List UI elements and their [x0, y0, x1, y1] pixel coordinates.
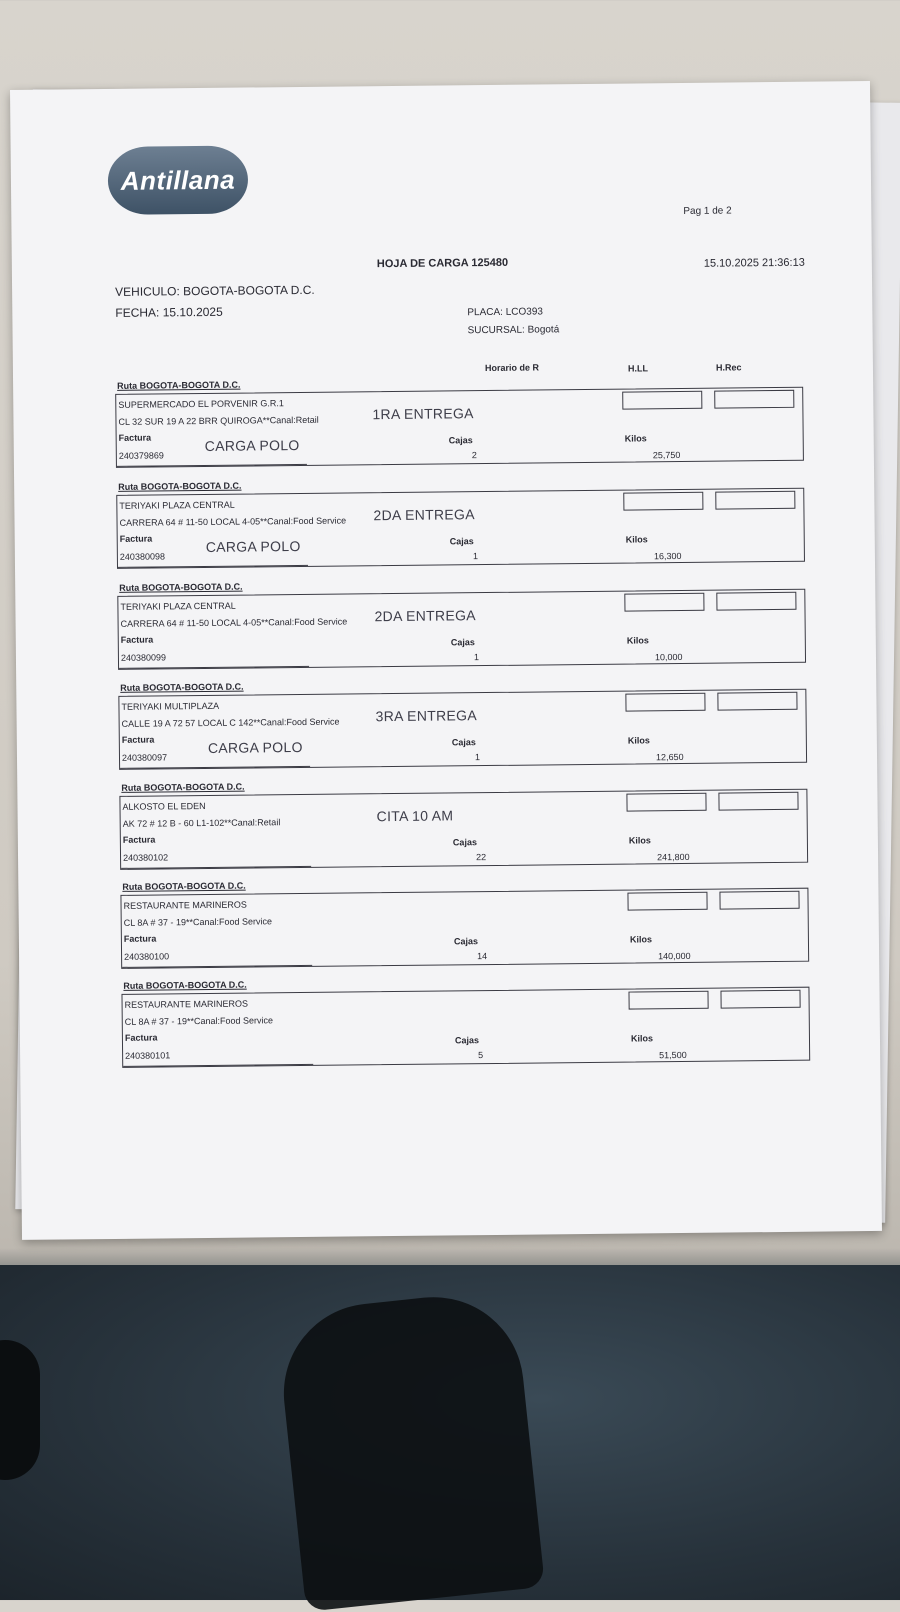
delivery-entry	[119, 789, 808, 870]
kilos-label: Kilos	[626, 635, 649, 646]
cajas-label: Cajas	[451, 737, 476, 748]
client-name: TERIYAKI PLAZA CENTRAL	[120, 600, 236, 612]
hrec-box	[720, 990, 800, 1009]
column-horario: Horario de R	[484, 362, 540, 374]
delivery-entry	[115, 387, 804, 468]
cajas-label: Cajas	[452, 837, 477, 848]
route-label: Ruta BOGOTA-BOGOTA D.C.	[119, 581, 243, 593]
hll-box	[628, 991, 708, 1010]
delivery-entry	[120, 888, 809, 969]
hrec-box	[719, 891, 799, 910]
invoice-number: 240380099	[120, 652, 167, 663]
weight-kilos: 140,000	[658, 950, 691, 962]
factura-label: Factura	[121, 734, 155, 745]
timestamp: 15.10.2025 21:36:13	[703, 256, 805, 270]
handwritten-delivery-note: 2DA ENTREGA	[374, 607, 476, 625]
cajas-label: Cajas	[448, 435, 473, 446]
weight-kilos: 25,750	[652, 450, 681, 461]
cajas-label: Cajas	[453, 936, 479, 947]
route-label: Ruta BOGOTA-BOGOTA D.C.	[118, 480, 242, 492]
invoice-underline	[120, 766, 310, 769]
branch-info: SUCURSAL: Bogotá	[467, 324, 560, 337]
invoice-number: 240380098	[119, 551, 166, 562]
weight-kilos: 12,650	[655, 751, 684, 763]
handwritten-load-note: CARGA POLO	[204, 436, 300, 454]
factura-label: Factura	[120, 634, 154, 645]
handwritten-delivery-note: 3RA ENTREGA	[375, 707, 477, 725]
client-name: ALKOSTO EL EDEN	[122, 800, 206, 812]
kilos-label: Kilos	[627, 735, 650, 746]
kilos-label: Kilos	[630, 1033, 654, 1044]
factura-label: Factura	[122, 834, 156, 845]
weight-kilos: 10,000	[654, 651, 683, 663]
delivery-entry	[116, 488, 805, 569]
kilos-label: Kilos	[629, 934, 652, 945]
date-info: FECHA: 15.10.2025	[115, 304, 223, 320]
hrec-box	[717, 692, 797, 711]
delivery-entry	[121, 987, 810, 1068]
boxes-count: 14	[477, 951, 488, 962]
hrec-box	[714, 390, 794, 409]
boxes-count: 1	[473, 652, 480, 663]
antillana-logo: Antillana	[108, 146, 249, 215]
client-address: CL 32 SUR 19 A 22 BRR QUIROGA**Canal:Retail	[118, 414, 319, 427]
client-name: RESTAURANTE MARINEROS	[124, 998, 248, 1010]
client-address: CARRERA 64 # 11-50 LOCAL 4-05**Canal:Food Service	[120, 616, 348, 629]
invoice-underline	[121, 866, 311, 869]
page-indicator: Pag 1 de 2	[683, 205, 732, 217]
factura-label: Factura	[119, 533, 153, 544]
invoice-underline	[118, 565, 308, 568]
boxes-count: 22	[476, 852, 487, 863]
cajas-label: Cajas	[454, 1035, 480, 1046]
invoice-underline	[117, 464, 307, 467]
route-label: Ruta BOGOTA-BOGOTA D.C.	[122, 880, 246, 892]
boxes-count: 2	[471, 450, 477, 461]
hll-box	[622, 391, 702, 410]
invoice-number: 240380097	[121, 752, 168, 763]
column-hrec: H.Rec	[715, 362, 742, 373]
handwritten-delivery-note: 2DA ENTREGA	[373, 506, 475, 524]
hll-box	[623, 492, 703, 511]
invoice-underline	[119, 666, 309, 669]
invoice-underline	[123, 1064, 313, 1067]
client-name: RESTAURANTE MARINEROS	[123, 899, 247, 911]
route-label: Ruta BOGOTA-BOGOTA D.C.	[123, 979, 247, 991]
kilos-label: Kilos	[628, 835, 651, 846]
boxes-count: 1	[474, 752, 481, 763]
client-address: CALLE 19 A 72 57 LOCAL C 142**Canal:Food Service	[121, 716, 340, 729]
column-hll: H.LL	[627, 363, 649, 374]
route-label: Ruta BOGOTA-BOGOTA D.C.	[121, 781, 245, 793]
handwritten-delivery-note: 1RA ENTREGA	[372, 405, 474, 423]
shoe-shadow	[275, 1288, 545, 1611]
load-sheet-document	[10, 81, 882, 1240]
invoice-number: 240380101	[125, 1050, 171, 1061]
factura-label: Factura	[118, 432, 152, 443]
weight-kilos: 16,300	[653, 550, 682, 562]
hll-box	[625, 693, 705, 712]
kilos-label: Kilos	[624, 433, 647, 444]
hll-box	[626, 793, 706, 812]
delivery-entry	[118, 689, 807, 770]
vehicle-info: VEHICULO: BOGOTA-BOGOTA D.C.	[115, 282, 315, 299]
factura-label: Factura	[123, 933, 157, 944]
delivery-entry	[117, 589, 806, 670]
cajas-label: Cajas	[449, 536, 474, 547]
kilos-label: Kilos	[625, 534, 648, 545]
hrec-box	[716, 592, 796, 611]
invoice-underline	[122, 965, 312, 968]
route-label: Ruta BOGOTA-BOGOTA D.C.	[120, 681, 244, 693]
hll-box	[624, 593, 704, 612]
plate-info: PLACA: LCO393	[467, 306, 544, 319]
client-address: CL 8A # 37 - 19**Canal:Food Service	[124, 1015, 274, 1027]
invoice-number: 240380100	[124, 951, 170, 962]
hrec-box	[715, 491, 795, 510]
client-name: TERIYAKI MULTIPLAZA	[121, 700, 220, 712]
client-name: TERIYAKI PLAZA CENTRAL	[119, 499, 235, 511]
factura-label: Factura	[124, 1032, 158, 1043]
weight-kilos: 241,800	[657, 851, 690, 863]
handwritten-load-note: CARGA POLO	[207, 738, 303, 756]
hll-box	[627, 892, 707, 911]
client-name: SUPERMERCADO EL PORVENIR G.R.1	[118, 398, 284, 410]
boxes-count: 1	[472, 551, 478, 562]
invoice-number: 240380102	[122, 852, 169, 863]
weight-kilos: 51,500	[659, 1049, 687, 1061]
client-address: CL 8A # 37 - 19**Canal:Food Service	[123, 916, 273, 928]
handwritten-load-note: CARGA POLO	[205, 537, 301, 555]
client-address: AK 72 # 12 B - 60 L1-102**Canal:Retail	[122, 817, 281, 829]
handwritten-delivery-note: CITA 10 AM	[376, 807, 454, 825]
boxes-count: 5	[478, 1050, 484, 1061]
hrec-box	[718, 792, 798, 811]
client-address: CARRERA 64 # 11-50 LOCAL 4-05**Canal:Food Service	[119, 515, 347, 528]
document-title: HOJA DE CARGA 125480	[376, 256, 509, 271]
shadow-shape	[0, 1340, 40, 1480]
cajas-label: Cajas	[450, 637, 475, 648]
invoice-number: 240379869	[118, 450, 164, 461]
route-label: Ruta BOGOTA-BOGOTA D.C.	[117, 379, 241, 391]
